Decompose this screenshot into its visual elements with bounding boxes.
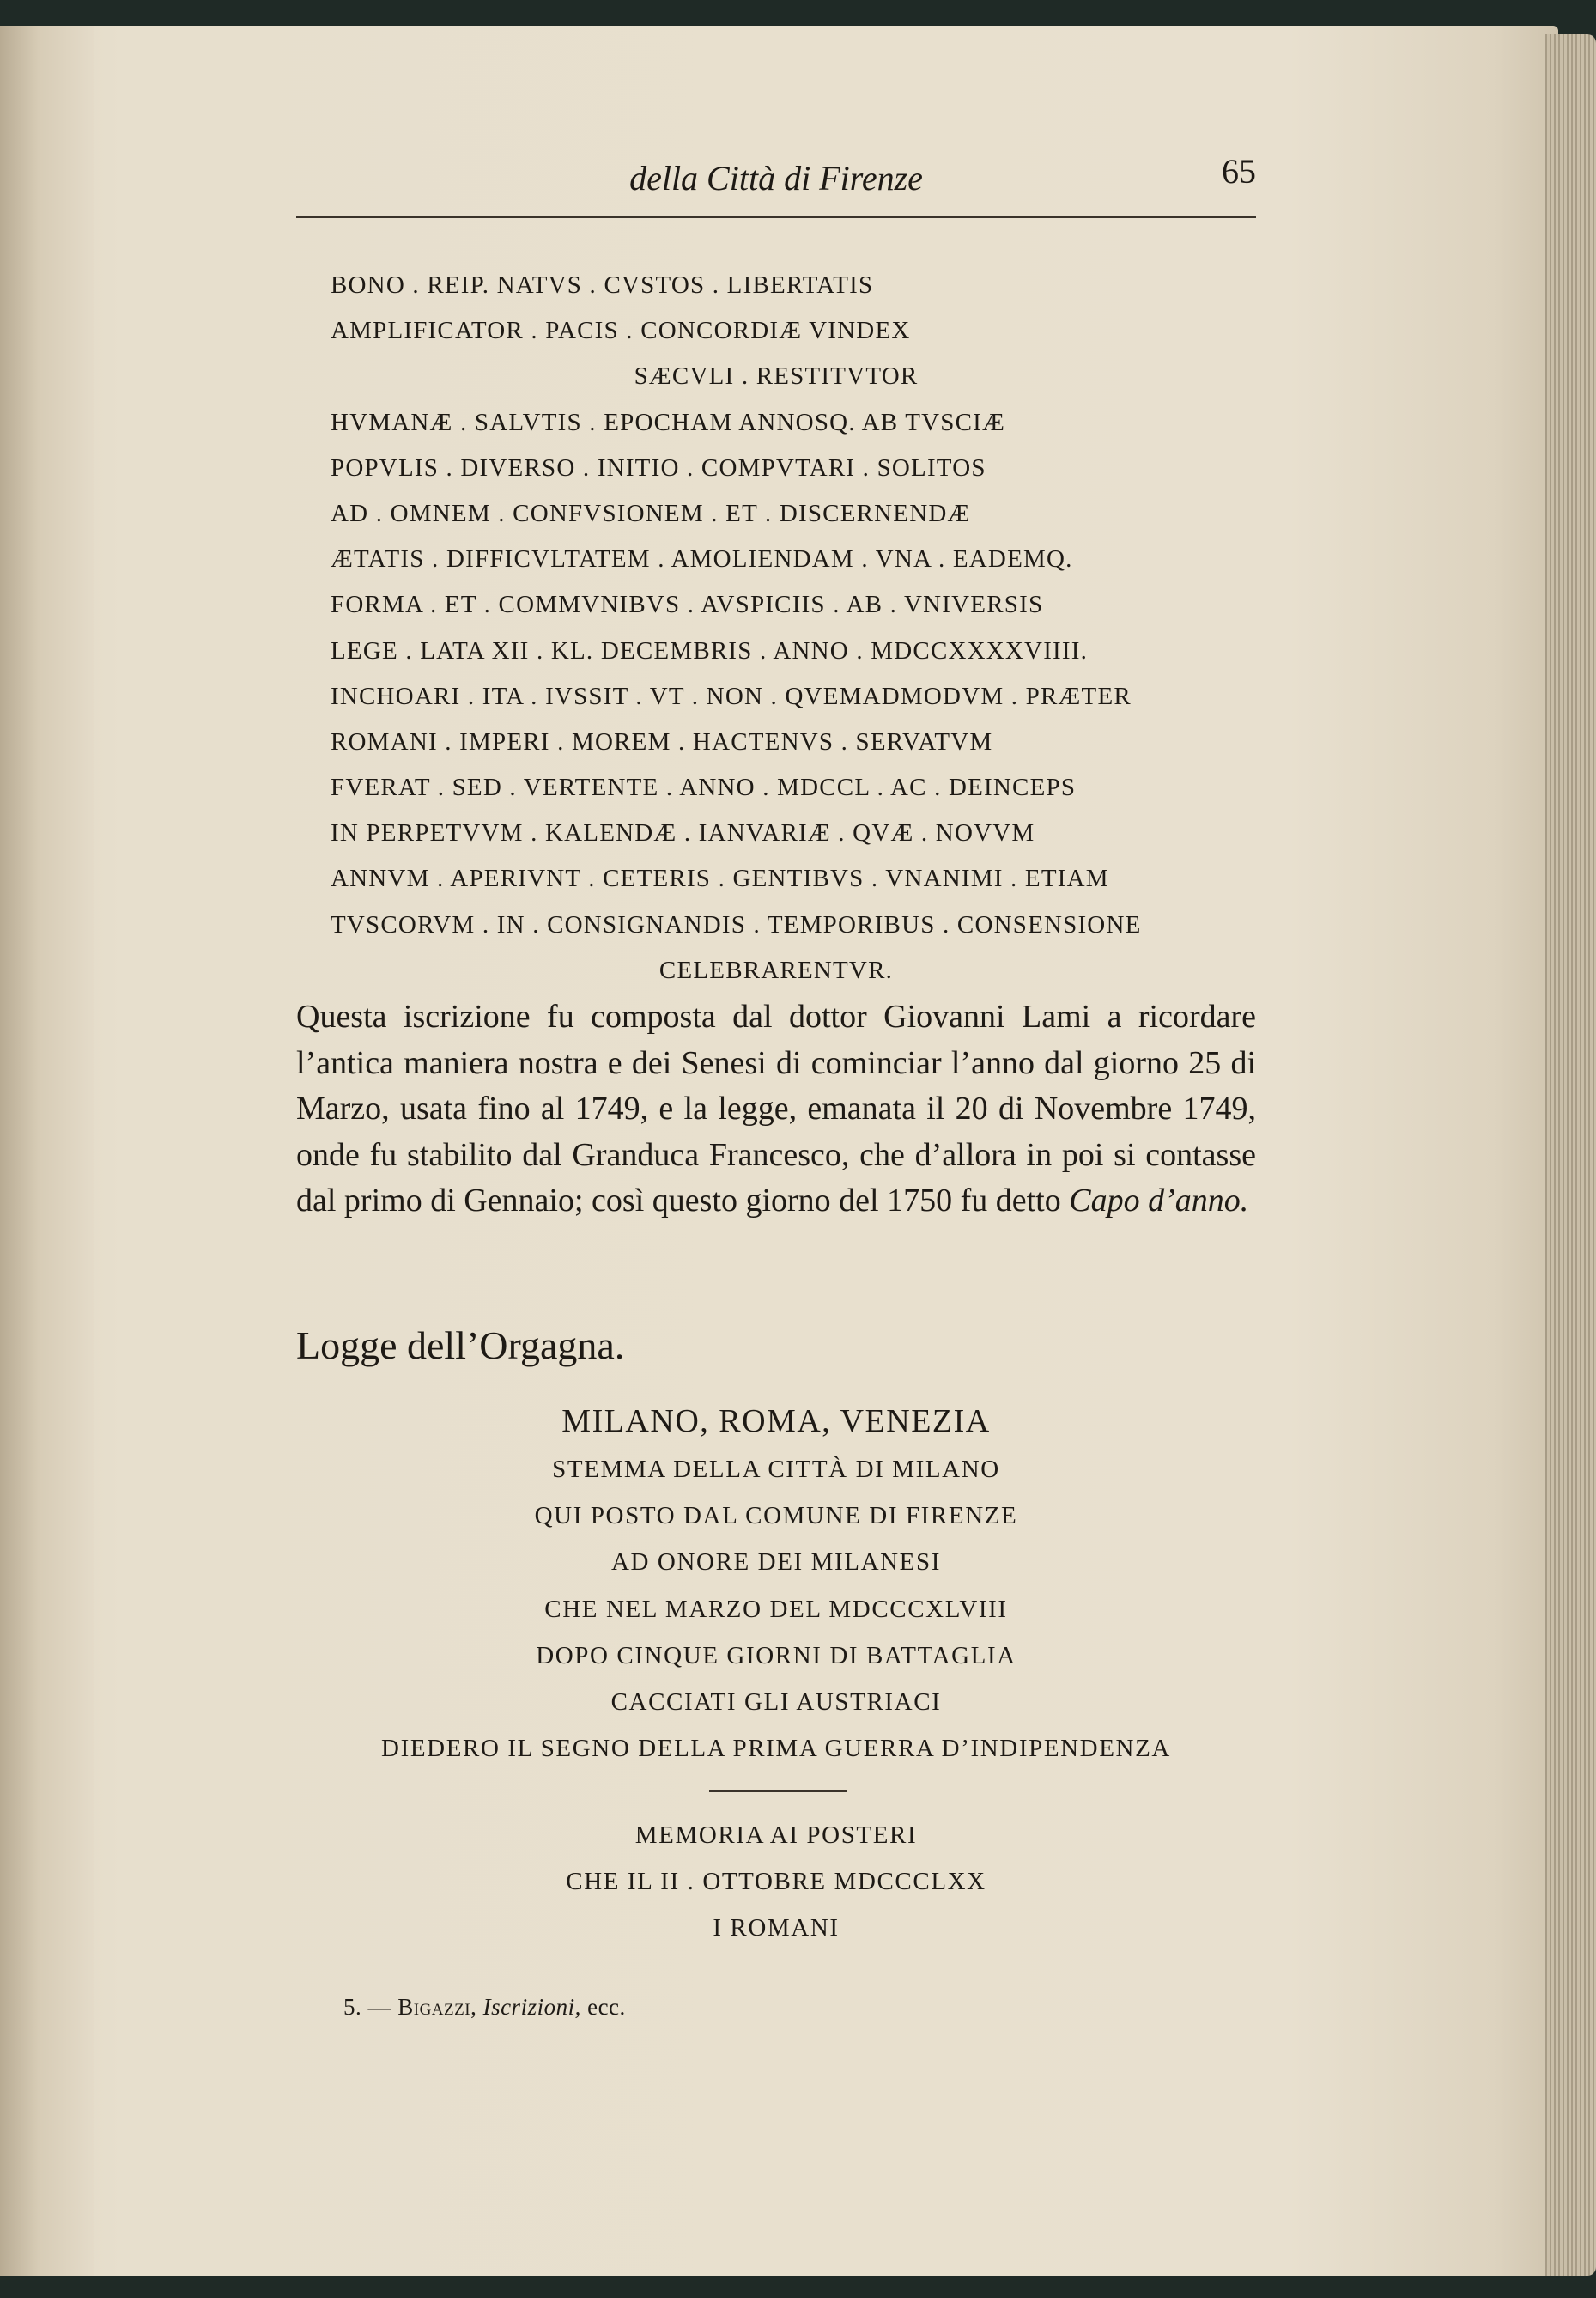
inscription-line: POPVLIS . DIVERSO . INITIO . COMPVTARI . SOLITOS [331,453,986,482]
inscription-line: ÆTATIS . DIFFICVLTATEM . AMOLIENDAM . VNA . EADEMQ. [331,545,1073,574]
inscription-line: FORMA . ET . COMMVNIBVS . AVSPICIIS . AB . VNIVERSIS [331,591,1044,619]
inscription-line: AD . OMNEM . CONFVSIONEM . ET . DISCERNENDÆ [331,499,971,527]
inscription-line: DOPO CINQUE GIORNI DI BATTAGLIA [536,1641,1016,1669]
inscription-line: I ROMANI [713,1914,840,1942]
signature-mark: 5. — [343,1994,391,2020]
inscription-lami [296,263,1256,994]
running-title: della Città di Firenze [629,159,923,198]
inscription-line: CHE NEL MARZO DEL MDCCCXLVIII [544,1595,1008,1623]
inscription-line: ROMANI . IMPERI . MOREM . HACTENVS . SERVATVM [331,727,993,756]
inscription-line: LEGE . LATA XII . KL. DECEMBRIS . ANNO . MDCCXXXXVIIII. [331,636,1089,665]
inscription-line: CELEBRARENTVR. [658,956,894,984]
inscription-line: QUI POSTO DAL COMUNE DI FIRENZE [534,1502,1018,1530]
inscription-line: AMPLIFICATOR . PACIS . CONCORDIÆ VINDEX [331,317,911,345]
signature-suffix: ecc. [587,1994,626,2020]
inscription-line: FVERAT . SED . VERTENTE . ANNO . MDCCL . AC . DEINCEPS [331,774,1077,802]
running-header [296,137,1256,218]
inscription-line: CACCIATI GLI AUSTRIACI [610,1687,942,1716]
printer-signature [343,1994,626,2021]
inscription-line: DIEDERO IL SEGNO DELLA PRIMA GUERRA D’INDIPENDENZA [381,1735,1171,1763]
page-number: 65 [1222,152,1256,191]
section-divider [709,1790,847,1792]
page-gutter [0,26,94,2276]
signature-author: Bigazzi, [397,1994,477,2020]
inscription-line: AD ONORE DEI MILANESI [611,1548,941,1577]
paragraph-text: Questa iscrizione fu composta dal dottor Giovanni Lami a ricordare l’antica maniera nostra e dei Senesi di cominciar l’anno dal giorno 25 di Marzo, usata fino al 1749, e la legge, emanata il 20 di Novembre 1749, onde fu stabilito dal Granduca Francesco, che d’allora in poi si contasse dal primo di Gennaio; così questo giorno del 1750 fu detto [296,999,1256,1219]
inscription-line: TVSCORVM . IN . CONSIGNANDIS . TEMPORIBUS . CONSENSIONE [331,910,1142,939]
inscription-line: SÆCVLI . RESTITVTOR [634,362,919,391]
commentary-paragraph [296,994,1256,1225]
inscription-heading: MILANO, ROMA, VENEZIA [561,1403,991,1439]
paragraph-italic: Capo d’anno. [1069,1182,1249,1219]
signature-work: Iscrizioni, [482,1994,581,2020]
inscription-line: INCHOARI . ITA . IVSSIT . VT . NON . QVEMADMODVM . PRÆTER [331,682,1132,710]
section-title: Logge dell’Orgagna. [296,1323,625,1367]
inscription-line: STEMMA DELLA CITTÀ DI MILANO [552,1456,1000,1483]
inscription-line: MEMORIA AI POSTERI [634,1821,918,1849]
inscription-line: IN PERPETVVM . KALENDÆ . IANVARIÆ . QVÆ . NOVVM [331,819,1035,848]
inscription-line: ANNVM . APERIVNT . CETERIS . GENTIBVS . VNANIMI . ETIAM [331,865,1109,893]
inscription-line: CHE IL II . OTTOBRE MDCCCLXX [566,1868,986,1896]
inscription-roma [296,1812,1256,1952]
inscription-milano [296,1396,1256,1772]
page-edges [1545,34,1596,2276]
inscription-line: HVMANÆ . SALVTIS . EPOCHAM ANNOSQ. AB TVSCIÆ [331,408,1005,436]
inscription-line: BONO . REIP. NATVS . CVSTOS . LIBERTATIS [331,271,874,299]
